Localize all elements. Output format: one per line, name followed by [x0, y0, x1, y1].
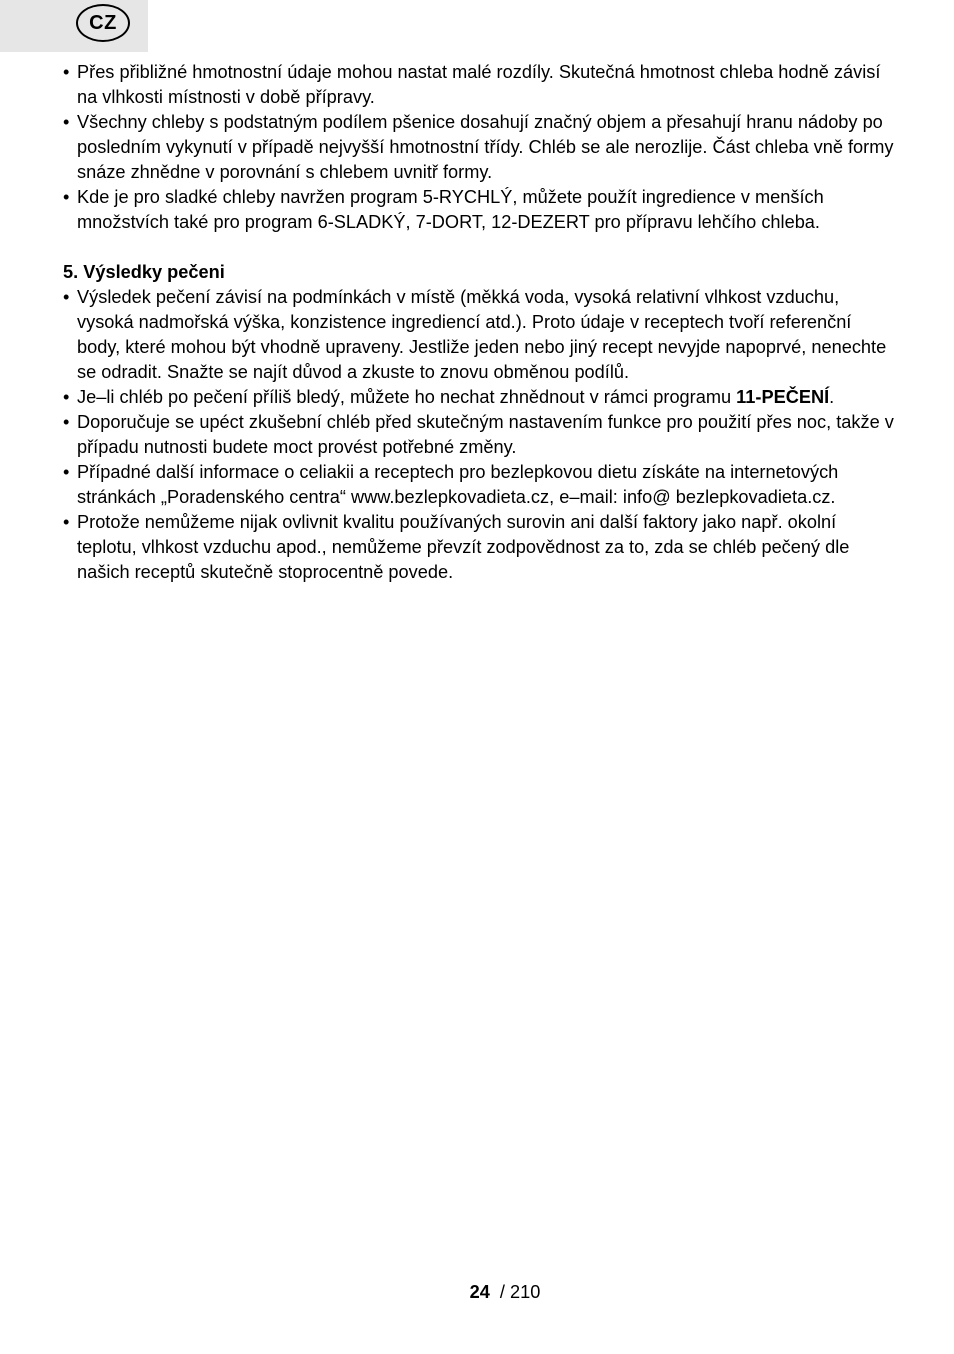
list-item-text: Je–li chléb po pečení příliš bledý, můžete ho nechat zhnědnout v rámci programu — [77, 387, 737, 407]
list-item: • Všechny chleby s podstatným podílem pšenice dosahují značný objem a přesahují hranu nádoby po posledním vykynutí v případě nejvyšší hmotnostní třídy. Chléb se ale nerozlije. Část chleba vně formy snáze zhnědne v porovnání s chlebem uvnitř formy. — [63, 110, 898, 185]
list-item: • Kde je pro sladké chleby navržen program 5-RYCHLÝ, můžete použít ingredience v menších množstvích také pro program 6-SLADKÝ, 7-DORT, 12-DEZERT pro přípravu lehčího chleba. — [63, 185, 898, 235]
list-item-end: . — [829, 387, 835, 407]
list-item: • Výsledek pečení závisí na podmínkách v místě (měkká voda, vysoká relativní vlhkost vzduchu, vysoká nadmořská výška, konzistence ingrediencí atd.). Proto údaje v receptech tvoří referenční body, které mohou být vhodně upraveny. Jestliže jeden nebo jiný recept nevyjde napoprvé, nenechte se odradit. Snažte se najít důvod a zkuste to znovu obměnou podílů. — [63, 285, 898, 385]
current-page-number: 24 — [469, 1282, 490, 1302]
program-name: 11-PEČENÍ — [736, 387, 830, 407]
list-item: • Doporučuje se upéct zkušební chléb před skutečným nastavením funkce pro použití přes noc, takže v případu nutnosti budete moct provést potřebné změny. — [63, 410, 898, 460]
list-item: • Přes přibližné hmotnostní údaje mohou nastat malé rozdíly. Skutečná hmotnost chleba hodně závisí na vlhkosti místnosti v době přípravy. — [63, 60, 898, 110]
list-item: • Protože nemůžeme nijak ovlivnit kvalitu používaných surovin ani další faktory jako např. okolní teplotu, vlhkost vzduchu apod., nemůžeme převzít zodpovědnost za to, zda se chléb pečený dle našich receptů skutečně stoprocentně povede. — [63, 510, 898, 585]
section-bullet-list — [63, 285, 898, 585]
page-content — [63, 60, 898, 585]
list-item — [63, 385, 898, 410]
list-item: • Případné další informace o celiakii a receptech pro bezlepkovou dietu získáte na internetových stránkách „Poradenského centra“ www.bezlepkovadieta.cz, e–mail: info@ bezlepkovadieta.cz. — [63, 460, 898, 510]
total-pages: / 210 — [499, 1282, 541, 1302]
intro-bullet-list — [63, 60, 898, 235]
page-footer — [0, 1280, 954, 1305]
language-badge: CZ — [76, 4, 130, 42]
section-heading: 5. Výsledky pečeni — [63, 262, 225, 282]
language-tab — [0, 0, 148, 52]
